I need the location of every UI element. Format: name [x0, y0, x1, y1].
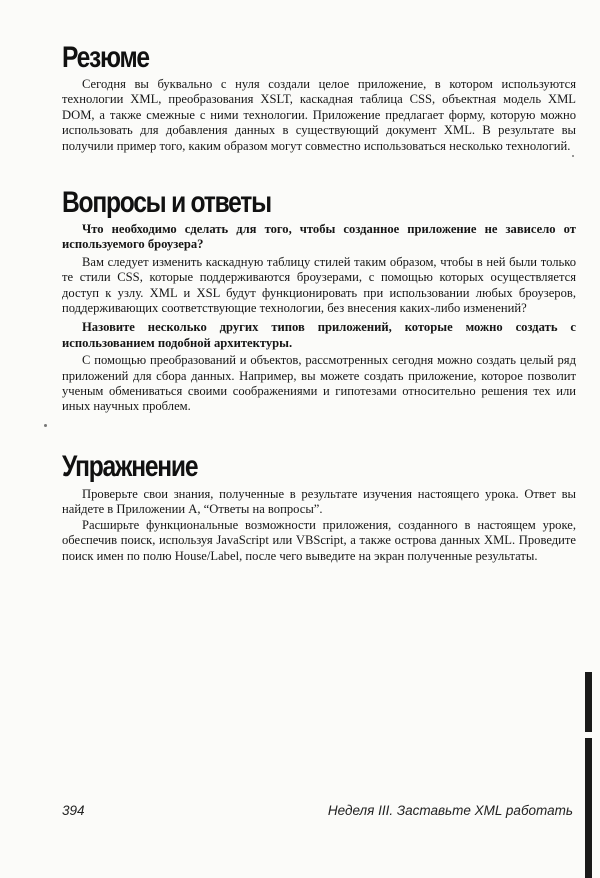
scan-speck: [572, 155, 574, 157]
page-edge-mark-top: [585, 672, 592, 732]
answer-2: С помощью преобразований и объектов, рассмотренных сегодня можно создать целый ряд приложений для сбора данных. Например, вы можете создать приложение, которое позволит ученым обмениваться своими соображениями и гипотезами относительно решения тех или иных научных проблем.: [62, 353, 576, 414]
summary-paragraph: Сегодня вы буквально с нуля создали целое приложение, в котором используются технологии XML, преобразования XSLT, каскадная таблица CSS, объектная модель XML DOM, а также смежные с ними технологии. Приложение предлагает форму, которую можно использовать для добавления данных в существующий документ XML. В результате вы получили пример того, каким образом могут совместно использоваться несколько технологий.: [62, 77, 576, 153]
exercise-section-body: [62, 487, 576, 564]
answer-1: Вам следует изменить каскадную таблицу стилей таким образом, чтобы в ней были только те стили CSS, которые поддерживаются броузерами, с помощью которых осуществляется доступ к узлу. XML и XSL будут функционировать при использовании любых броузеров, поддерживающих соответствующие технологии, без внесения каких-либо изменений?: [62, 254, 576, 316]
page-edge-mark-bottom: [585, 738, 592, 878]
section-heading-exercise: Упражнение: [62, 450, 198, 483]
running-title: Неделя III. Заставьте XML работать: [327, 803, 573, 818]
question-2: Назовите несколько других типов приложений, которые можно создать с использованием подобной архитектуры.: [62, 320, 576, 350]
section-heading-summary: Резюме: [62, 41, 149, 74]
question-1: Что необходимо сделать для того, чтобы созданное приложение не зависело от используемого броузера?: [62, 222, 576, 252]
exercise-paragraph-2: Расширьте функциональные возможности приложения, созданного в настоящем уроке, обеспечив поиск, используя JavaScript или VBScript, а также острова данных XML. Проведите поиск имен по полю House/Label, после чего выведите на экран полученные результаты.: [62, 517, 576, 563]
summary-section-body: [62, 77, 576, 154]
exercise-paragraph-1: Проверьте свои знания, полученные в результате изучения настоящего урока. Ответ вы найдете в Приложении А, “Ответы на вопросы”.: [62, 487, 576, 517]
qa-section-body: [62, 222, 576, 415]
scan-speck: [44, 424, 47, 427]
page-number: 394: [62, 803, 85, 818]
section-heading-qa: Вопросы и ответы: [62, 186, 271, 219]
